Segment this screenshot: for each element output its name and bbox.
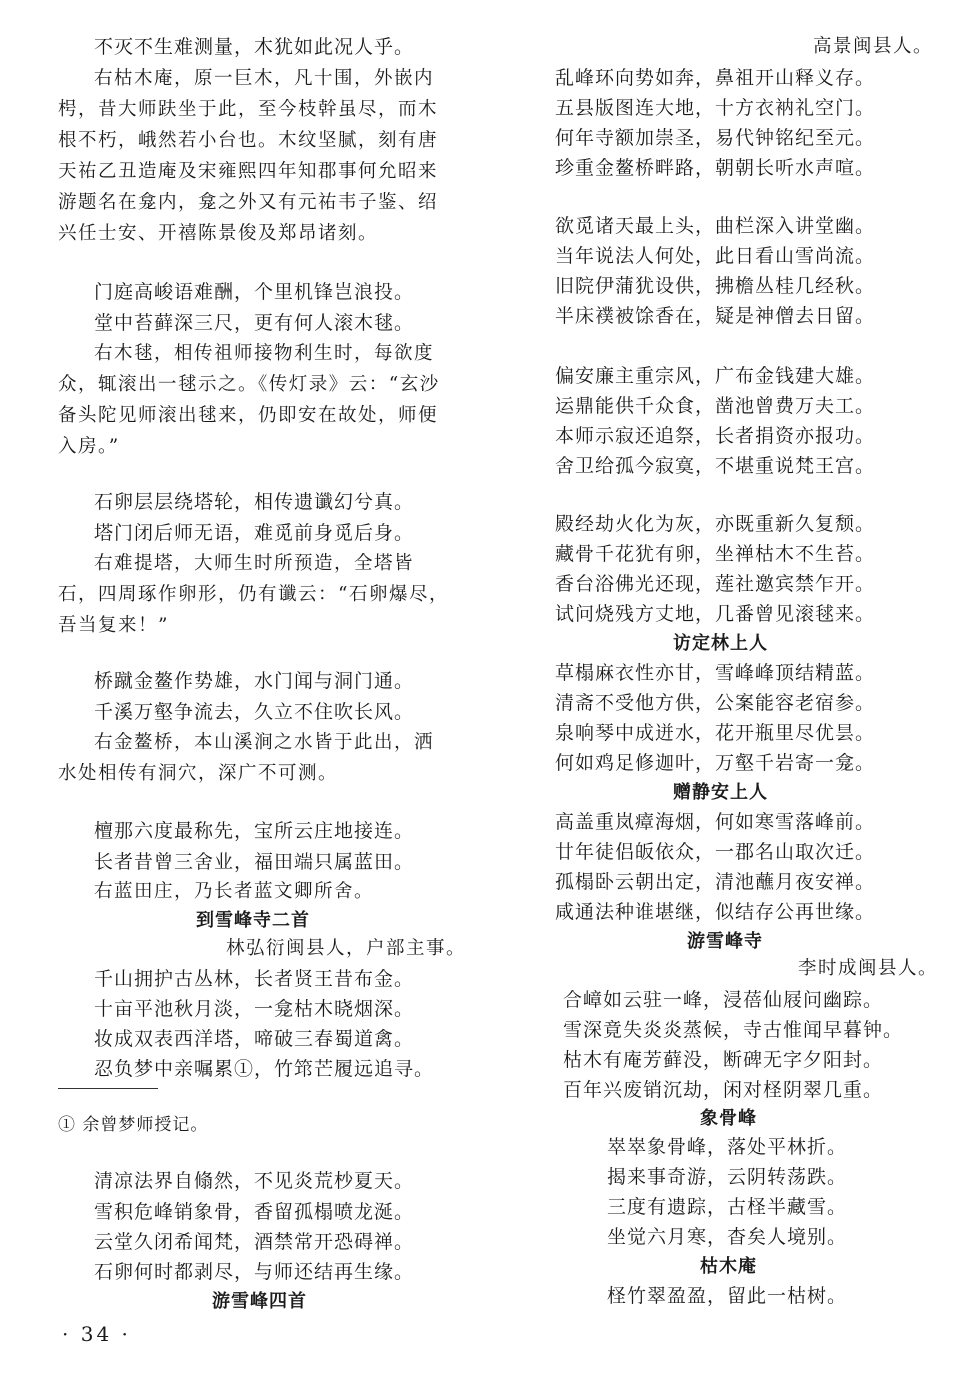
poem-line: 揭来事奇游，云阴转荡跌。 xyxy=(607,1166,848,1188)
poem-line: 乱峰环向势如奔，鼻祖开山释义存。 xyxy=(555,67,876,89)
poem-line: 妆成双表西洋塔，啼破三春蜀道禽。 xyxy=(94,1028,415,1050)
poem-line: 千山拥护古丛林，长者贤王昔布金。 xyxy=(94,968,415,990)
poem-line: 偏安廉主重宗风，广布金钱建大雄。 xyxy=(555,365,876,387)
note-line: 水处相传有洞穴，深广不可测。 xyxy=(58,763,339,784)
poem-line: 珍重金鳌桥畔路，朝朝长听水声喧。 xyxy=(555,157,876,179)
note-line: 右枯木庵，原一巨木，凡十围，外嵌内 xyxy=(94,68,435,89)
footnote-divider xyxy=(58,1088,158,1089)
poem-title: 象骨峰 xyxy=(700,1108,757,1129)
poem-line: 长者昔曾三舍业，福田端只属蓝田。 xyxy=(94,851,415,873)
note-line: 游题名在龛内，龛之外又有元祐韦子鉴、绍 xyxy=(58,192,439,213)
poem-line: 雪积危峰销象骨，香留孤榻喷龙涎。 xyxy=(94,1201,415,1223)
poem-line: 半床襆被馀香在，疑是神僧去日留。 xyxy=(555,305,876,327)
poem-line: 泉响琴中成迸水，花开瓶里尽优昙。 xyxy=(555,722,876,744)
poem-title: 到雪峰寺二首 xyxy=(196,910,310,931)
author-line: 高景闽县人。 xyxy=(813,36,934,57)
poem-line: 何如鸡足修迦叶，万壑千岩寄一龛。 xyxy=(555,752,876,774)
author-line: 林弘衍闽县人，户部主事。 xyxy=(226,938,467,959)
note-line: 右金鳌桥，本山溪涧之水皆于此出，洒 xyxy=(94,732,435,753)
note-line: 天祐乙丑造庵及宋雍熙四年知郡事何允昭来 xyxy=(58,161,439,182)
poem-line: 云堂久闭希闻梵，酒禁常开恐碍禅。 xyxy=(94,1231,415,1253)
note-line: 吾当复来！” xyxy=(58,615,169,636)
poem-title: 游雪峰四首 xyxy=(212,1291,307,1312)
note-line: 右难提塔，大师生时所预造，全塔皆 xyxy=(94,553,415,574)
poem-line: 本师示寂还追祭，长者捐资亦报功。 xyxy=(555,425,876,447)
poem-title: 游雪峰寺 xyxy=(687,931,763,952)
poem-line: 千溪万壑争流去，久立不住吹长风。 xyxy=(94,701,415,723)
poem-line: 藏骨千花犹有卵，坐禅枯木不生苔。 xyxy=(555,543,876,565)
poem-line: 雪深竟失炎炎蒸候，寺古惟闻早暮钟。 xyxy=(563,1019,904,1041)
poem-line: 门庭高峻语难酬，个里机锋岂浪投。 xyxy=(94,281,415,303)
poem-line: 坐觉六月寒，杳矣人境别。 xyxy=(607,1226,848,1248)
author-line: 李时成闽县人。 xyxy=(798,958,939,979)
note-line: 右木毬，相传祖师接物利生时，每欲度 xyxy=(94,343,435,364)
poem-line: 当年说法人何处，此日看山雪尚流。 xyxy=(555,245,876,267)
poem-line: 咸通法种谁堪继，似结存公再世缘。 xyxy=(555,901,876,923)
poem-line: 百年兴废销沉劫，闲对柽阴翠几重。 xyxy=(563,1079,884,1101)
poem-line: 桥蹴金鳌作势雄，水门闻与洞门通。 xyxy=(94,670,415,692)
poem-line: 何年寺额加崇圣，易代钟铭纪至元。 xyxy=(555,127,876,149)
poem-line: 高盖重岚瘴海烟，何如寒雪落峰前。 xyxy=(555,811,876,833)
note-line: 众，辄滚出一毬示之。《传灯录》云：“玄沙 xyxy=(58,374,440,395)
poem-line: 石卵层层绕塔轮，相传遗谶幻兮真。 xyxy=(94,491,415,513)
note-line: 枵，昔大师趺坐于此，至今枝幹虽尽，而木 xyxy=(58,99,439,120)
poem-line: 五县版图连大地，十方衣衲礼空门。 xyxy=(555,97,876,119)
poem-line: 运鼎能供千众食，凿池曾费万夫工。 xyxy=(555,395,876,417)
poem-line: 崒崒象骨峰，落处平林折。 xyxy=(607,1136,848,1158)
poem-line: 清凉法界自翛然，不见炎荒杪夏天。 xyxy=(94,1170,415,1192)
footnote: ① 余曾梦师授记。 xyxy=(58,1115,209,1135)
poem-line: 檀那六度最称先，宝所云庄地接连。 xyxy=(94,820,415,842)
poem-title: 赠静安上人 xyxy=(673,782,768,803)
poem-line: 忍负梦中亲嘱累①，竹筇芒履远追寻。 xyxy=(94,1058,435,1080)
poem-line: 清斋不受他方供，公案能容老宿参。 xyxy=(555,692,876,714)
poem-line: 试问烧残方丈地，几番曾见滚毬来。 xyxy=(555,603,876,625)
poem-title: 枯木庵 xyxy=(700,1256,757,1277)
poem-line: 旧院伊蒲犹设供，拂檐丛桂几经秋。 xyxy=(555,275,876,297)
note-line: 兴任士安、开禧陈景俊及郑昂诸刻。 xyxy=(58,223,379,244)
poem-line: 香台浴佛光还现，莲社邀宾禁乍开。 xyxy=(555,573,876,595)
poem-line: 堂中苔藓深三尺，更有何人滚木毬。 xyxy=(94,312,415,334)
note-line: 石，四周琢作卵形，仍有谶云：“石卵爆尽， xyxy=(58,584,449,605)
poem-line: 廿年徒侣皈依众，一郡名山取次迁。 xyxy=(555,841,876,863)
note-line: 备头陀见师滚出毬来，仍即安在故处，师便 xyxy=(58,405,439,426)
poem-title: 访定林上人 xyxy=(673,633,768,654)
poem-line: 欲觅诸天最上头，曲栏深入讲堂幽。 xyxy=(555,215,876,237)
poem-line: 孤榻卧云朝出定，清池蘸月夜安禅。 xyxy=(555,871,876,893)
note-line: 根不朽，峨然若小台也。木纹坚腻，刻有唐 xyxy=(58,130,439,151)
poem-line: 草榻麻衣性亦甘，雪峰峰顶结精蓝。 xyxy=(555,662,876,684)
poem-line: 合嶂如云驻一峰，浸蓓仙屐问幽踪。 xyxy=(563,989,884,1011)
poem-line: 塔门闭后师无语，难觅前身觅后身。 xyxy=(94,522,415,544)
poem-line: 枯木有庵芳藓没，断碑无字夕阳封。 xyxy=(563,1049,884,1071)
poem-line: 殿经劫火化为灰，亦既重新久复颓。 xyxy=(555,513,876,535)
poem-line: 石卵何时都剥尽，与师还结再生缘。 xyxy=(94,1261,415,1283)
poem-line: 三度有遗踪，古柽半藏雪。 xyxy=(607,1196,848,1218)
note-line: 入房。” xyxy=(58,436,120,457)
note-line: 右蓝田庄，乃长者蓝文卿所舍。 xyxy=(94,881,375,902)
page-number: · 34 · xyxy=(62,1322,131,1346)
poem-line: 舍卫给孤今寂寞，不堪重说梵王宫。 xyxy=(555,455,876,477)
poem-line: 十亩平池秋月淡，一龛枯木晓烟深。 xyxy=(94,998,415,1020)
poem-line: 不灭不生难测量，木犹如此况人乎。 xyxy=(94,36,415,58)
poem-line: 柽竹翠盈盈，留此一枯树。 xyxy=(607,1285,848,1307)
